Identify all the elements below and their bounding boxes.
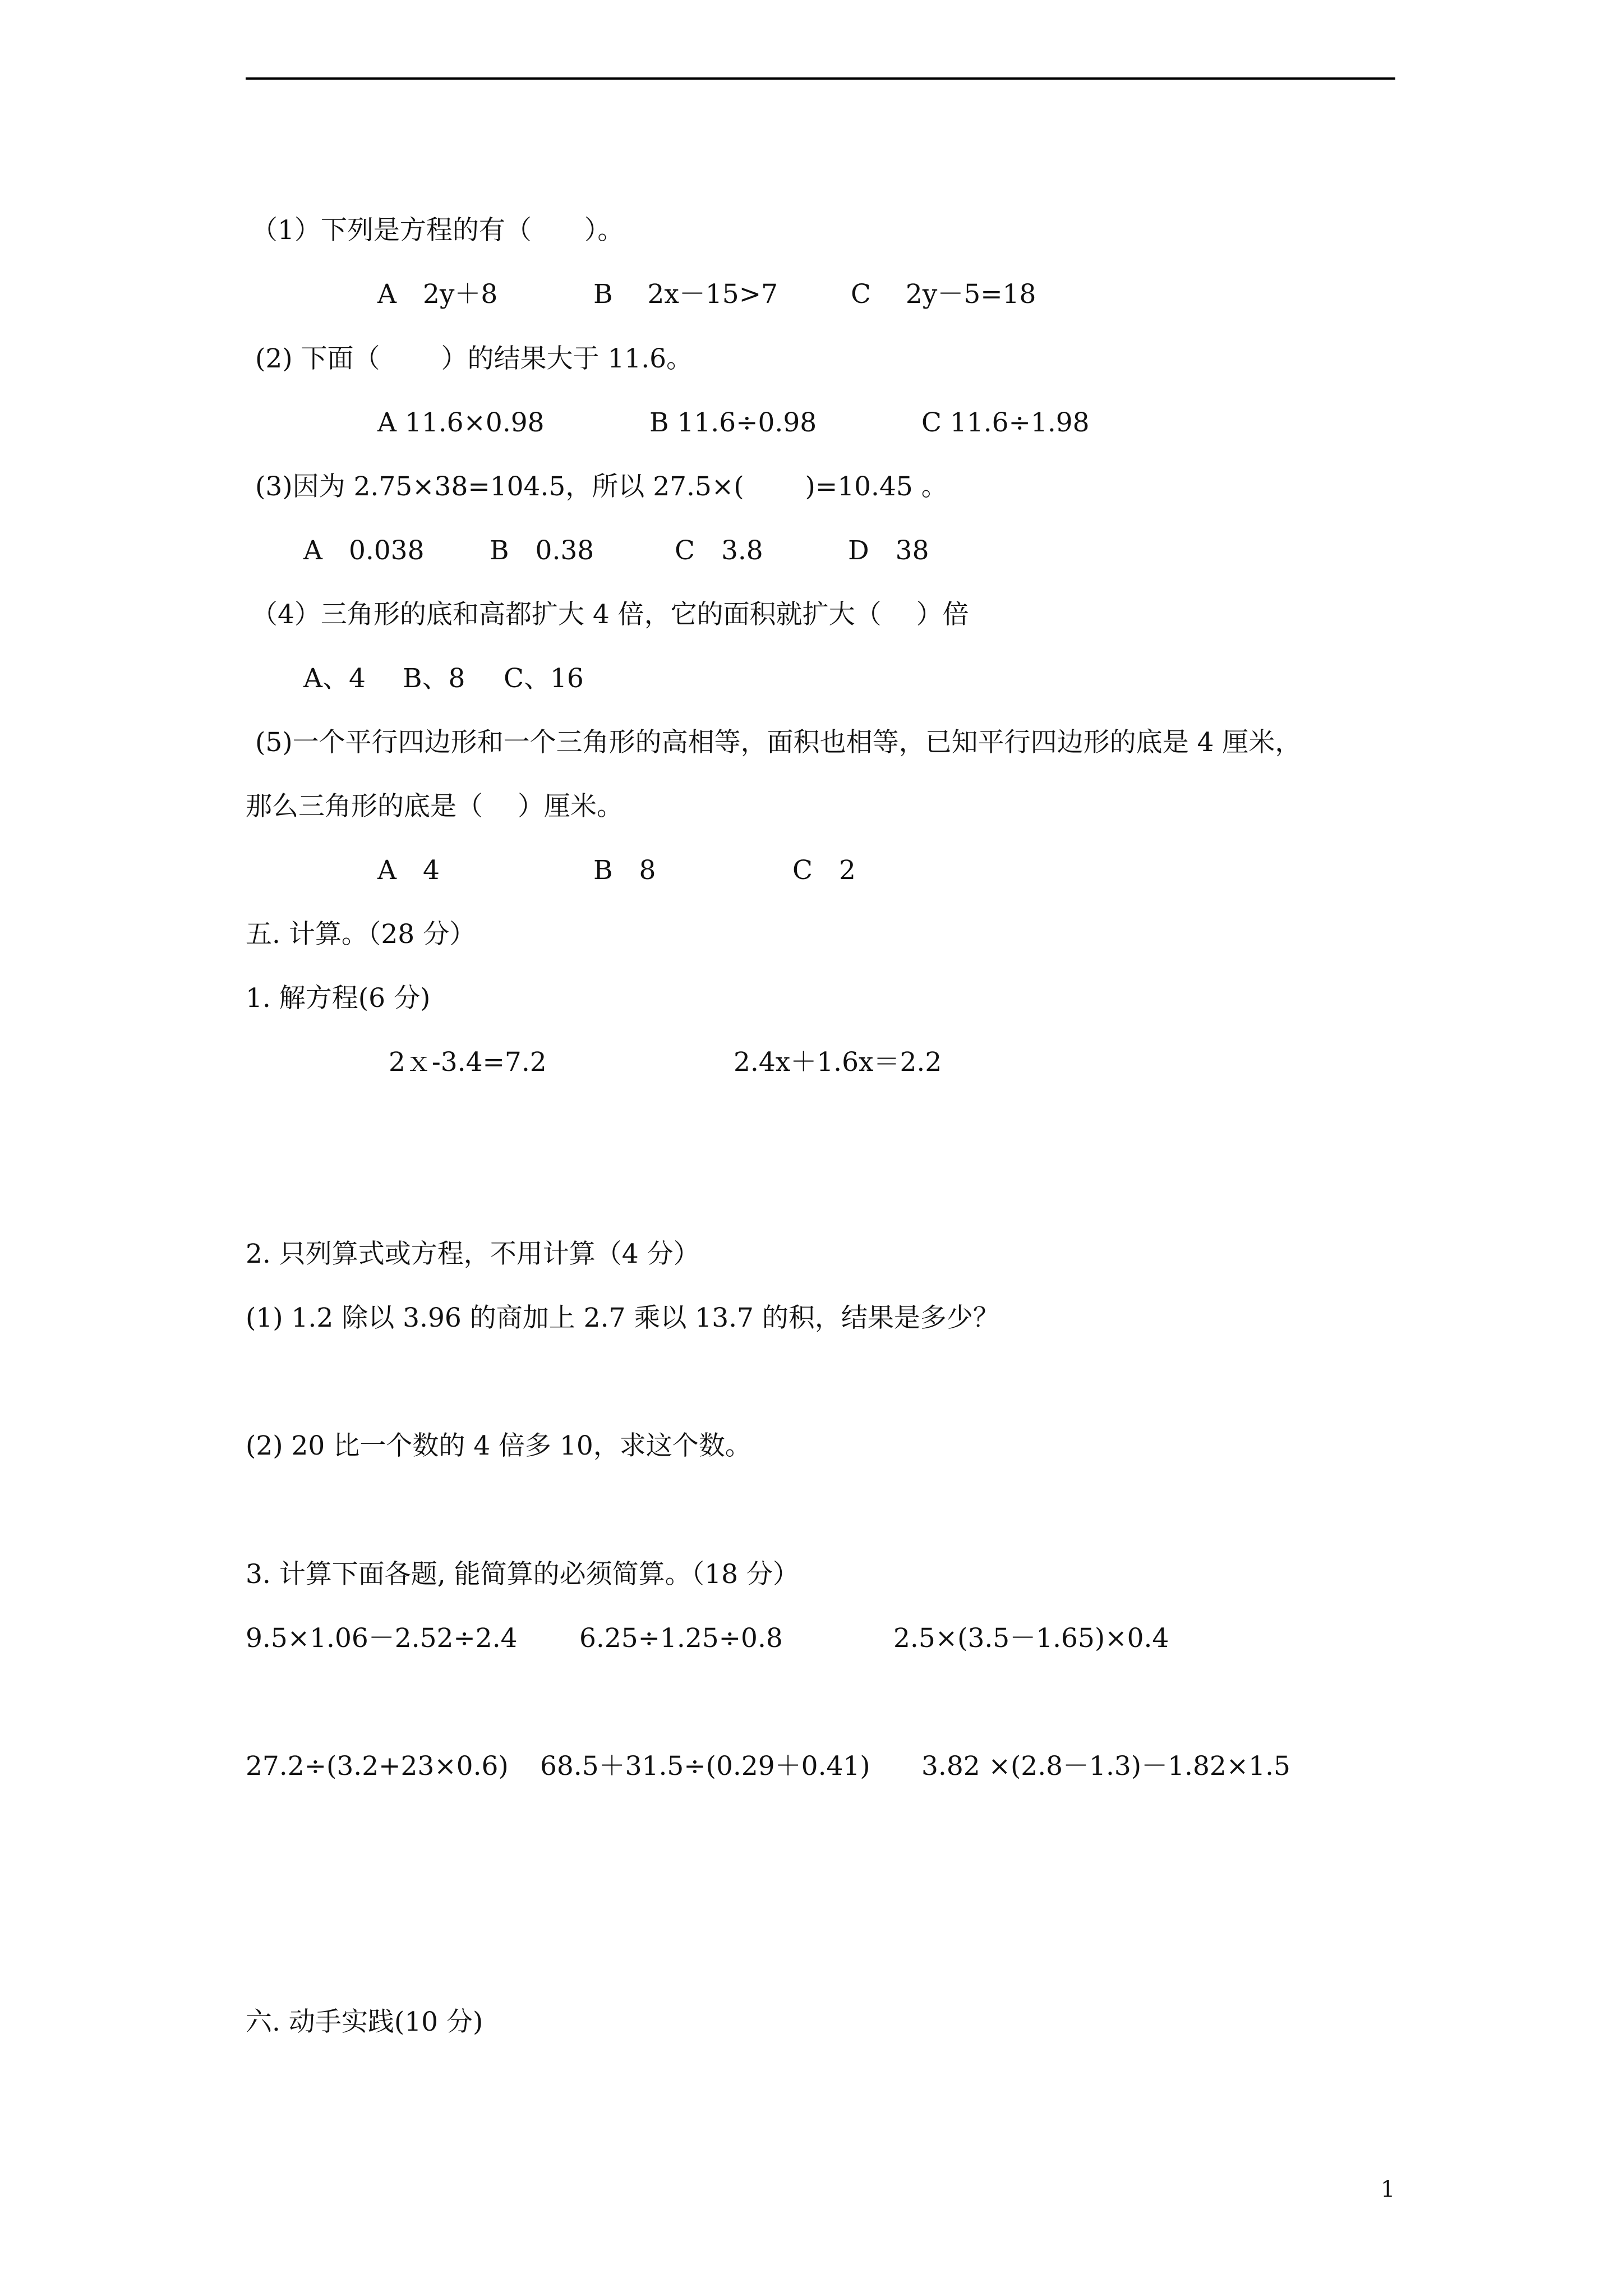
expression-2: 6.25÷1.25÷0.8 bbox=[579, 1623, 783, 1654]
question-5-line-2: 那么三角形的底是（ ）厘米。 bbox=[246, 791, 623, 822]
question-1-option-b: B 2x－15>7 bbox=[593, 279, 778, 310]
question-3: (3)因为 2.75×38=104.5，所以 27.5×( )=10.45 。 bbox=[255, 471, 948, 502]
question-5-option-c: C 2 bbox=[792, 855, 856, 886]
question-5-option-b: B 8 bbox=[593, 855, 656, 886]
part-2-item-2: (2) 20 比一个数的 4 倍多 10，求这个数。 bbox=[246, 1430, 751, 1461]
question-4-option-a: A、4 bbox=[303, 663, 366, 694]
question-2-option-a: A 11.6×0.98 bbox=[377, 407, 545, 438]
expression-5: 68.5＋31.5÷(0.29＋0.41) bbox=[540, 1751, 870, 1782]
question-3-option-a: A 0.038 bbox=[303, 535, 425, 566]
question-4: （4）三角形的底和高都扩大 4 倍，它的面积就扩大（ ）倍 bbox=[251, 599, 969, 630]
expression-4: 27.2÷(3.2+23×0.6) bbox=[246, 1751, 509, 1782]
expression-1: 9.5×1.06－2.52÷2.4 bbox=[246, 1623, 518, 1654]
equation-1: 2ｘ-3.4=7.2 bbox=[389, 1047, 547, 1078]
question-2: (2) 下面（ ）的结果大于 11.6。 bbox=[255, 343, 693, 374]
question-5-line-1: (5)一个平行四边形和一个三角形的高相等，面积也相等，已知平行四边形的底是 4 厘米， bbox=[255, 727, 1302, 758]
section-5-part-3-title: 3. 计算下面各题, 能简算的必须简算。（18 分） bbox=[246, 1559, 799, 1590]
question-1-option-a: A 2y＋8 bbox=[377, 279, 498, 310]
question-3-option-c: C 3.8 bbox=[675, 535, 763, 566]
question-2-option-b: B 11.6÷0.98 bbox=[649, 407, 817, 438]
part-2-item-1: (1) 1.2 除以 3.96 的商加上 2.7 乘以 13.7 的积，结果是多少？ bbox=[246, 1303, 999, 1333]
question-5-option-a: A 4 bbox=[377, 855, 440, 886]
section-6-title: 六. 动手实践(10 分) bbox=[246, 2007, 483, 2037]
section-5-part-2-title: 2. 只列算式或方程，不用计算（4 分） bbox=[246, 1239, 700, 1269]
question-3-option-b: B 0.38 bbox=[490, 535, 594, 566]
header-rule bbox=[246, 77, 1395, 80]
section-5-part-1-title: 1. 解方程(6 分) bbox=[246, 983, 431, 1014]
question-1-option-c: C 2y－5=18 bbox=[851, 279, 1036, 310]
question-1: （1）下列是方程的有（ ）。 bbox=[251, 215, 624, 246]
question-3-option-d: D 38 bbox=[848, 535, 929, 566]
page-number: 1 bbox=[1381, 2177, 1395, 2202]
expression-6: 3.82 ×(2.8－1.3)－1.82×1.5 bbox=[921, 1751, 1290, 1782]
expression-3: 2.5×(3.5－1.65)×0.4 bbox=[893, 1623, 1169, 1654]
equation-2: 2.4x＋1.6x＝2.2 bbox=[734, 1047, 942, 1078]
section-5-title: 五. 计算。（28 分） bbox=[246, 919, 476, 950]
question-2-option-c: C 11.6÷1.98 bbox=[921, 407, 1090, 438]
question-4-option-b: B、8 bbox=[403, 663, 465, 694]
question-4-option-c: C、16 bbox=[504, 663, 584, 694]
